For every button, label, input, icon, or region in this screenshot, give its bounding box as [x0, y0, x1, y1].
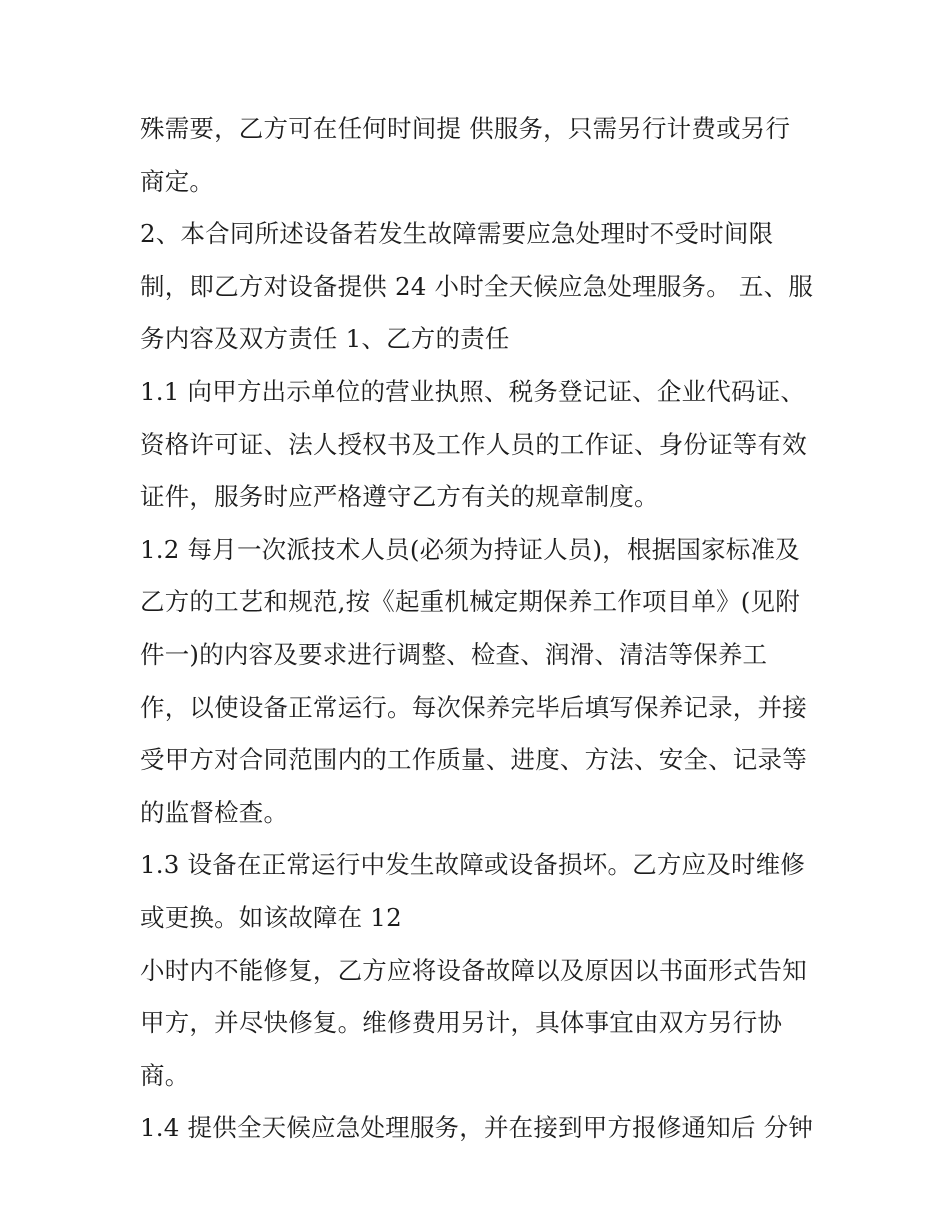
- text-line-1: 殊需要，乙方可在任何时间提 供服务，只需另行计费或另行: [140, 114, 791, 143]
- text-line-14: 的监督检查。: [140, 797, 289, 827]
- text-line-3: 2、本合同所述设备若发生故障需要应急处理时不受时间限: [140, 219, 774, 249]
- text-line-4: 制，即乙方对设备提供 24 小时全天候应急处理服务。 五、服: [140, 271, 814, 301]
- text-line-16: 或更换。如该故障在 12: [140, 902, 402, 932]
- text-line-17: 小时内不能修复，乙方应将设备故障以及原因以书面形式告知: [140, 955, 807, 985]
- text-line-13: 受甲方对合同范围内的工作质量、进度、方法、安全、记录等: [140, 745, 807, 775]
- text-line-19: 商。: [140, 1060, 190, 1090]
- text-line-9: 1.2 每月一次派技术人员(必须为持证人员)，根据国家标准及: [140, 534, 800, 564]
- text-line-8: 证件，服务时应严格遵守乙方有关的规章制度。: [140, 482, 659, 512]
- text-line-12: 作，以使设备正常运行。每次保养完毕后填写保养记录，并接: [140, 692, 807, 722]
- text-line-10: 乙方的工艺和规范,按《起重机械定期保养工作项目单》(见附: [140, 587, 800, 617]
- text-line-6: 1.1 向甲方出示单位的营业执照、税务登记证、企业代码证、: [140, 376, 806, 406]
- text-line-5: 务内容及双方责任 1、乙方的责任: [140, 324, 510, 354]
- contract-text-block: [140, 103, 830, 1155]
- text-line-18: 甲方，并尽快修复。维修费用另计，具体事宜由双方另行协: [140, 1008, 783, 1038]
- text-line-15: 1.3 设备在正常运行中发生故障或设备损坏。乙方应及时维修: [140, 850, 806, 880]
- text-line-7: 资格许可证、法人授权书及工作人员的工作证、身份证等有效: [140, 429, 807, 459]
- text-line-2: 商定。: [140, 166, 215, 196]
- text-line-11: 件一)的内容及要求进行调整、检查、润滑、清洁等保养工: [140, 639, 768, 669]
- text-line-20: 1.4 提供全天候应急处理服务，并在接到甲方报修通知后 分钟: [140, 1113, 814, 1143]
